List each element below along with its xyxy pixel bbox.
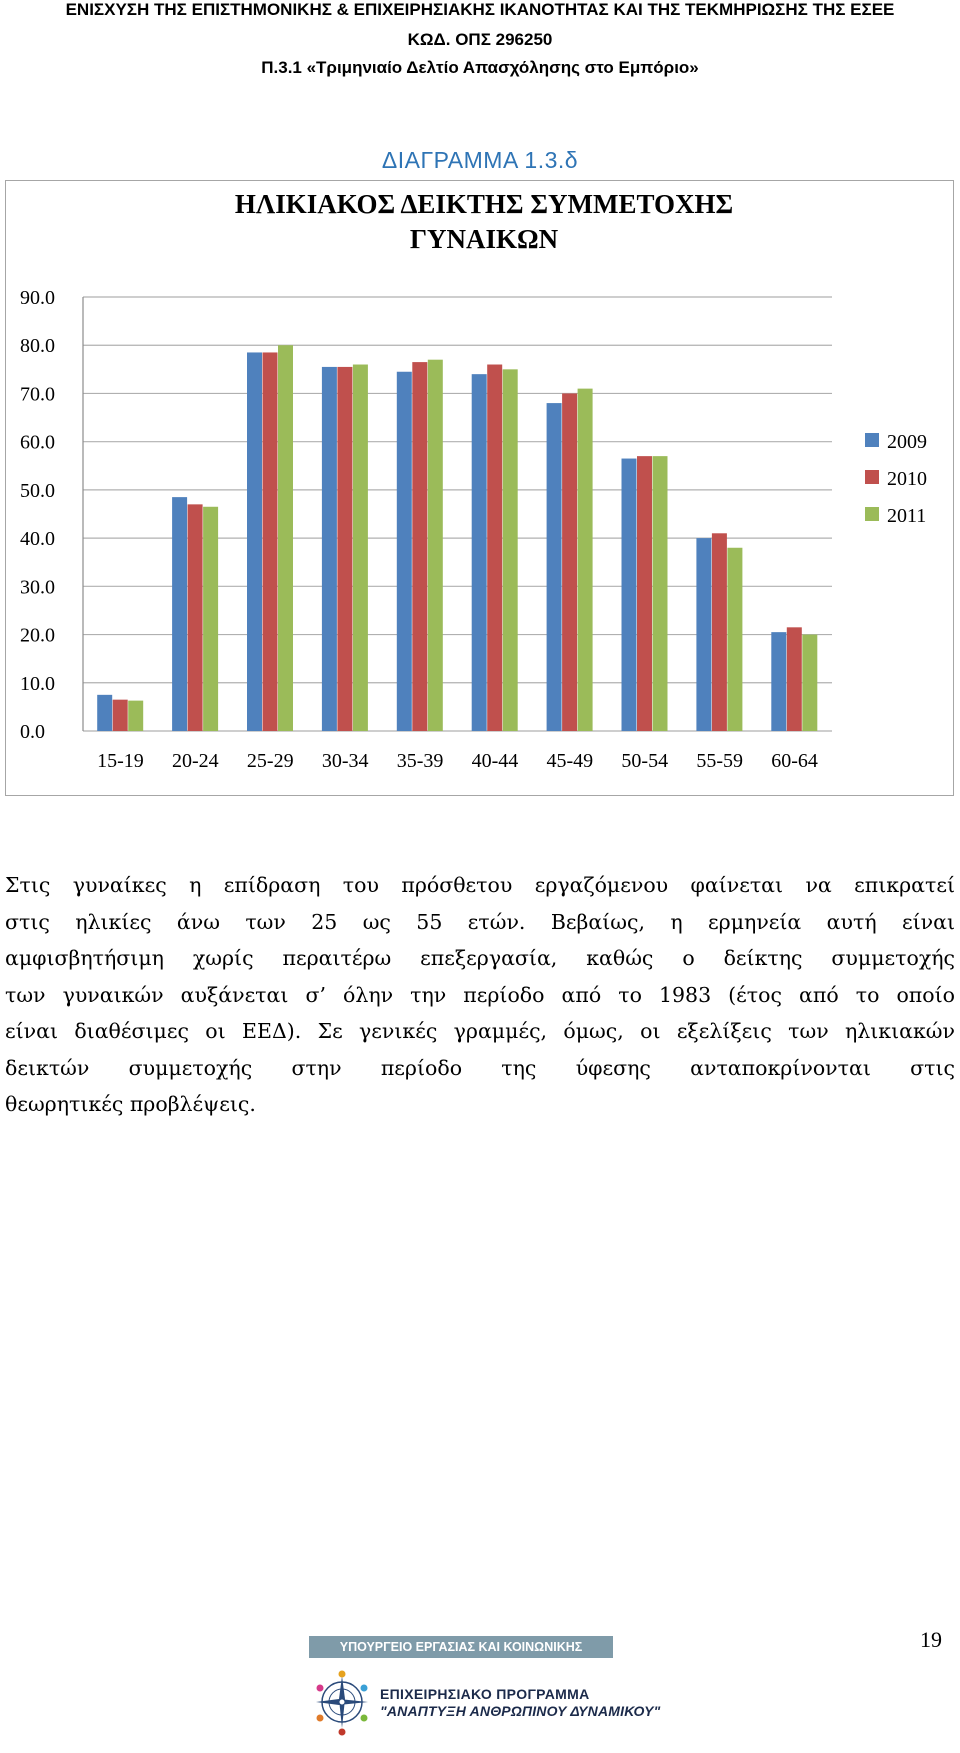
- x-tick-label: 40-44: [471, 750, 519, 772]
- paragraph-line: Στις γυναίκες η επίδραση του πρόσθετου εργαζόμενου φαίνεται να επικρατεί: [5, 873, 955, 897]
- bar: [397, 372, 412, 731]
- bar: [562, 393, 577, 731]
- bar: [637, 456, 652, 731]
- program-line-2: "ΑΝΑΠΤΥΞΗ ΑΝΘΡΩΠΙΝΟΥ ΔΥΝΑΜΙΚΟΥ": [380, 1703, 661, 1719]
- x-tick-label: 60-64: [771, 750, 818, 772]
- page-number: 19: [920, 1627, 942, 1652]
- header-title-line: ΕΝΙΣΧΥΣΗ ΤΗΣ ΕΠΙΣΤΗΜΟΝΙΚΗΣ & ΕΠΙΧΕΙΡΗΣΙΑΚΗΣ ΙΚΑΝΟΤΗΤΑΣ ΚΑΙ ΤΗΣ ΤΕΚΜΗΡΙΩΣΗΣ ΤΗΣ ΕΣΕΕ: [65, 0, 895, 19]
- program-line-1: ΕΠΙΧΕΙΡΗΣΙΑΚΟ ΠΡΟΓΡΑΜΜΑ: [380, 1686, 590, 1702]
- paragraph-line: είναι διαθέσιμες οι ΕΕΔ). Σε γενικές γραμμές, όμως, οι εξελίξεις των ηλικιακών: [5, 1019, 955, 1043]
- program-name: [380, 1686, 660, 1720]
- ministry-banner: ΥΠΟΥΡΓΕΙΟ ΕΡΓΑΣΙΑΣ ΚΑΙ ΚΟΙΝΩΝΙΚΗΣ ΑΣΦΑΛΙΣΗΣ: [309, 1636, 613, 1658]
- x-tick-label: 45-49: [546, 750, 594, 772]
- legend-swatch: [865, 433, 879, 447]
- paragraph-line: στις ηλικίες άνω των 25 ως 55 ετών. Βεβαίως, η ερμηνεία αυτή είναι: [5, 909, 955, 934]
- bar: [203, 507, 218, 731]
- bar: [787, 627, 802, 731]
- body-paragraph: [5, 867, 955, 1123]
- y-tick-label: 50.0: [20, 479, 55, 502]
- y-tick-label: 0.0: [20, 721, 45, 743]
- legend-label: 2010: [887, 468, 927, 490]
- x-tick-label: 35-39: [396, 750, 444, 772]
- paragraph-line: αμφισβητήσιμη χωρίς περαιτέρω επεξεργασία, καθώς ο δείκτης συμμετοχής: [5, 946, 955, 970]
- y-tick-label: 30.0: [20, 576, 55, 599]
- x-tick-label: 55-59: [696, 750, 743, 772]
- bar: [128, 701, 143, 731]
- y-tick-label: 20.0: [20, 624, 55, 647]
- diagram-label: ΔΙΑΓΡΑΜΜΑ 1.3.δ: [381, 147, 579, 173]
- bar: [802, 635, 817, 731]
- program-logo-icon: [312, 1668, 372, 1744]
- bar: [472, 374, 487, 731]
- legend-label: 2011: [887, 505, 927, 527]
- x-tick-label: 20-24: [172, 750, 219, 772]
- x-tick-label: 50-54: [621, 750, 669, 772]
- y-tick-label: 10.0: [20, 672, 55, 695]
- x-tick-label: 15-19: [97, 750, 144, 772]
- bar: [578, 389, 593, 731]
- y-tick-label: 40.0: [20, 528, 55, 551]
- bar: [727, 548, 742, 731]
- bar: [771, 632, 786, 731]
- legend-swatch: [865, 470, 879, 484]
- bar-chart: [6, 181, 952, 794]
- bar: [247, 352, 262, 731]
- y-tick-label: 70.0: [20, 383, 55, 406]
- bar: [622, 459, 637, 731]
- bar: [712, 533, 727, 731]
- paragraph-line: δεικτών συμμετοχής στην περίοδο της ύφεσης ανταποκρίνονται στις: [5, 1055, 955, 1080]
- paragraph-line: θεωρητικές προβλέψεις.: [5, 1092, 256, 1116]
- x-tick-label: 25-29: [246, 750, 294, 772]
- bar: [113, 700, 128, 731]
- header-code-line: ΚΩΔ. ΟΠΣ 296250: [407, 30, 553, 49]
- y-tick-label: 90.0: [20, 287, 55, 309]
- bar: [503, 369, 518, 731]
- bar: [337, 367, 352, 731]
- bar: [322, 367, 337, 731]
- x-tick-label: 30-34: [321, 750, 369, 772]
- bar: [487, 365, 502, 731]
- paragraph-line: των γυναικών αυξάνεται σ’ όλην την περίοδο από το 1983 (έτος από το οποίο: [5, 982, 955, 1007]
- bar: [188, 504, 203, 731]
- bar: [172, 497, 187, 731]
- bar: [412, 362, 427, 731]
- chart-title-line: ΗΛΙΚΙΑΚΟΣ ΔΕΙΚΤΗΣ ΣΥΜΜΕΤΟΧΗΣ: [234, 189, 734, 219]
- legend-swatch: [865, 507, 879, 521]
- header-deliverable-line: Π.3.1 «Τριμηνιαίο Δελτίο Απασχόλησης στο Εμπόριο»: [261, 58, 699, 77]
- y-tick-label: 60.0: [20, 431, 55, 454]
- bar: [547, 403, 562, 731]
- bar: [428, 360, 443, 731]
- bar: [696, 538, 711, 731]
- chart-frame: [5, 180, 954, 796]
- bar: [653, 456, 668, 731]
- y-tick-label: 80.0: [20, 335, 55, 358]
- bar: [263, 352, 278, 731]
- chart-title-line: ΓΥΝΑΙΚΩΝ: [409, 224, 559, 254]
- bar: [278, 345, 293, 731]
- legend-label: 2009: [887, 431, 927, 453]
- bar: [97, 695, 112, 731]
- bar: [353, 365, 368, 731]
